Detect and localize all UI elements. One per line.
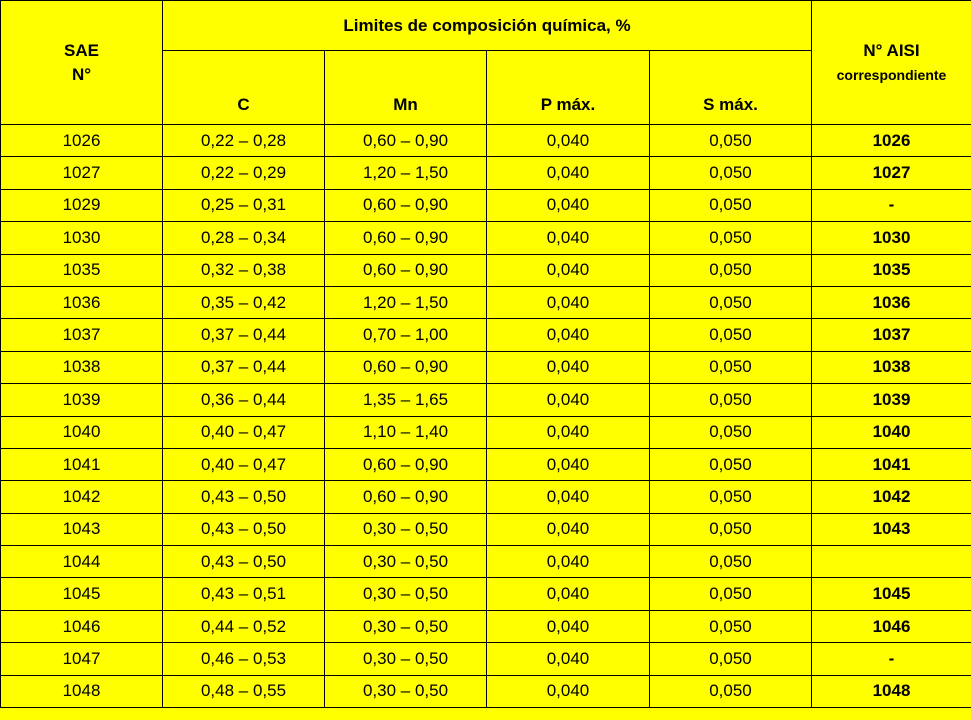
cell-carbon: 0,25 – 0,31 [163, 189, 325, 221]
cell-sae-number: 1039 [1, 384, 163, 416]
cell-carbon: 0,40 – 0,47 [163, 416, 325, 448]
cell-phosphorus-max: 0,040 [487, 610, 650, 642]
table-row [1, 189, 971, 221]
cell-sae-number: 1048 [1, 675, 163, 707]
cell-sulfur-max: 0,050 [650, 384, 812, 416]
cell-sae-number: 1047 [1, 643, 163, 675]
cell-sulfur-max: 0,050 [650, 610, 812, 642]
table-row [1, 643, 971, 675]
cell-aisi-number: 1045 [812, 578, 971, 610]
table-row [1, 286, 971, 318]
cell-phosphorus-max: 0,040 [487, 125, 650, 157]
column-header-mn: Mn [325, 51, 487, 125]
cell-sulfur-max: 0,050 [650, 513, 812, 545]
cell-aisi-number: 1042 [812, 481, 971, 513]
cell-aisi-number: 1039 [812, 384, 971, 416]
cell-sae-number: 1046 [1, 610, 163, 642]
cell-aisi-number: 1026 [812, 125, 971, 157]
cell-carbon: 0,48 – 0,55 [163, 675, 325, 707]
cell-manganese: 0,30 – 0,50 [325, 643, 487, 675]
cell-manganese: 0,60 – 0,90 [325, 351, 487, 383]
cell-sulfur-max: 0,050 [650, 546, 812, 578]
table-row [1, 254, 971, 286]
cell-carbon: 0,37 – 0,44 [163, 351, 325, 383]
cell-sae-number: 1044 [1, 546, 163, 578]
cell-manganese: 0,60 – 0,90 [325, 189, 487, 221]
table-row [1, 157, 971, 189]
cell-sae-number: 1043 [1, 513, 163, 545]
sae-header-line1: SAE [64, 40, 99, 60]
cell-sae-number: 1045 [1, 578, 163, 610]
cell-carbon: 0,43 – 0,51 [163, 578, 325, 610]
cell-carbon: 0,46 – 0,53 [163, 643, 325, 675]
cell-sae-number: 1037 [1, 319, 163, 351]
cell-carbon: 0,32 – 0,38 [163, 254, 325, 286]
cell-aisi-number [812, 546, 971, 578]
cell-sae-number: 1030 [1, 222, 163, 254]
table-row [1, 384, 971, 416]
cell-manganese: 1,35 – 1,65 [325, 384, 487, 416]
table-row [1, 675, 971, 707]
cell-carbon: 0,43 – 0,50 [163, 481, 325, 513]
cell-sulfur-max: 0,050 [650, 448, 812, 480]
cell-sulfur-max: 0,050 [650, 351, 812, 383]
cell-sulfur-max: 0,050 [650, 222, 812, 254]
cell-phosphorus-max: 0,040 [487, 578, 650, 610]
cell-carbon: 0,37 – 0,44 [163, 319, 325, 351]
cell-manganese: 0,30 – 0,50 [325, 546, 487, 578]
cell-aisi-number: 1040 [812, 416, 971, 448]
table-row [1, 578, 971, 610]
header-row-top [1, 1, 971, 51]
cell-sae-number: 1038 [1, 351, 163, 383]
cell-manganese: 0,60 – 0,90 [325, 254, 487, 286]
cell-phosphorus-max: 0,040 [487, 384, 650, 416]
column-header-p: P máx. [487, 51, 650, 125]
table-row [1, 448, 971, 480]
cell-sulfur-max: 0,050 [650, 157, 812, 189]
cell-sulfur-max: 0,050 [650, 254, 812, 286]
cell-carbon: 0,43 – 0,50 [163, 513, 325, 545]
cell-aisi-number: 1046 [812, 610, 971, 642]
table-row [1, 546, 971, 578]
cell-aisi-number: 1048 [812, 675, 971, 707]
cell-sulfur-max: 0,050 [650, 319, 812, 351]
cell-manganese: 1,20 – 1,50 [325, 157, 487, 189]
cell-sulfur-max: 0,050 [650, 286, 812, 318]
table-row [1, 222, 971, 254]
cell-carbon: 0,40 – 0,47 [163, 448, 325, 480]
cell-phosphorus-max: 0,040 [487, 675, 650, 707]
cell-aisi-number: 1038 [812, 351, 971, 383]
cell-phosphorus-max: 0,040 [487, 448, 650, 480]
cell-aisi-number: - [812, 643, 971, 675]
cell-aisi-number: 1037 [812, 319, 971, 351]
table-row [1, 351, 971, 383]
cell-phosphorus-max: 0,040 [487, 254, 650, 286]
table-row [1, 481, 971, 513]
aisi-number-header [812, 1, 971, 125]
cell-phosphorus-max: 0,040 [487, 319, 650, 351]
cell-phosphorus-max: 0,040 [487, 222, 650, 254]
cell-manganese: 0,60 – 0,90 [325, 481, 487, 513]
cell-sae-number: 1029 [1, 189, 163, 221]
cell-phosphorus-max: 0,040 [487, 351, 650, 383]
cell-aisi-number: 1035 [812, 254, 971, 286]
cell-manganese: 0,30 – 0,50 [325, 578, 487, 610]
cell-phosphorus-max: 0,040 [487, 157, 650, 189]
cell-aisi-number: - [812, 189, 971, 221]
cell-carbon: 0,28 – 0,34 [163, 222, 325, 254]
cell-manganese: 0,30 – 0,50 [325, 610, 487, 642]
cell-aisi-number: 1027 [812, 157, 971, 189]
cell-aisi-number: 1036 [812, 286, 971, 318]
cell-carbon: 0,44 – 0,52 [163, 610, 325, 642]
cell-manganese: 0,60 – 0,90 [325, 448, 487, 480]
cell-manganese: 0,60 – 0,90 [325, 125, 487, 157]
cell-carbon: 0,22 – 0,29 [163, 157, 325, 189]
cell-phosphorus-max: 0,040 [487, 189, 650, 221]
cell-carbon: 0,22 – 0,28 [163, 125, 325, 157]
cell-sae-number: 1036 [1, 286, 163, 318]
table-row [1, 513, 971, 545]
cell-sulfur-max: 0,050 [650, 675, 812, 707]
cell-manganese: 1,20 – 1,50 [325, 286, 487, 318]
cell-sulfur-max: 0,050 [650, 416, 812, 448]
cell-manganese: 1,10 – 1,40 [325, 416, 487, 448]
cell-phosphorus-max: 0,040 [487, 643, 650, 675]
cell-carbon: 0,36 – 0,44 [163, 384, 325, 416]
table-row [1, 319, 971, 351]
cell-aisi-number: 1041 [812, 448, 971, 480]
cell-phosphorus-max: 0,040 [487, 286, 650, 318]
table-row [1, 416, 971, 448]
cell-manganese: 0,60 – 0,90 [325, 222, 487, 254]
composition-limits-header: Limites de composición química, % [163, 1, 812, 51]
cell-sae-number: 1026 [1, 125, 163, 157]
cell-sulfur-max: 0,050 [650, 643, 812, 675]
cell-phosphorus-max: 0,040 [487, 481, 650, 513]
cell-sulfur-max: 0,050 [650, 578, 812, 610]
cell-aisi-number: 1043 [812, 513, 971, 545]
cell-sulfur-max: 0,050 [650, 125, 812, 157]
sae-number-header [1, 1, 163, 125]
cell-sae-number: 1040 [1, 416, 163, 448]
cell-phosphorus-max: 0,040 [487, 416, 650, 448]
aisi-header-line2: correspondiente [836, 66, 947, 83]
cell-manganese: 0,70 – 1,00 [325, 319, 487, 351]
cell-sulfur-max: 0,050 [650, 189, 812, 221]
cell-carbon: 0,35 – 0,42 [163, 286, 325, 318]
cell-aisi-number: 1030 [812, 222, 971, 254]
column-header-c: C [163, 51, 325, 125]
column-header-s: S máx. [650, 51, 812, 125]
sae-header-line2: N° [71, 64, 92, 84]
cell-phosphorus-max: 0,040 [487, 513, 650, 545]
cell-phosphorus-max: 0,040 [487, 546, 650, 578]
cell-manganese: 0,30 – 0,50 [325, 513, 487, 545]
cell-sae-number: 1027 [1, 157, 163, 189]
cell-manganese: 0,30 – 0,50 [325, 675, 487, 707]
table-header [1, 1, 971, 125]
table-body [1, 125, 971, 708]
cell-sae-number: 1041 [1, 448, 163, 480]
cell-sae-number: 1035 [1, 254, 163, 286]
cell-carbon: 0,43 – 0,50 [163, 546, 325, 578]
cell-sulfur-max: 0,050 [650, 481, 812, 513]
cell-sae-number: 1042 [1, 481, 163, 513]
aisi-header-line1: N° AISI [863, 40, 920, 60]
table-row [1, 125, 971, 157]
table-row [1, 610, 971, 642]
